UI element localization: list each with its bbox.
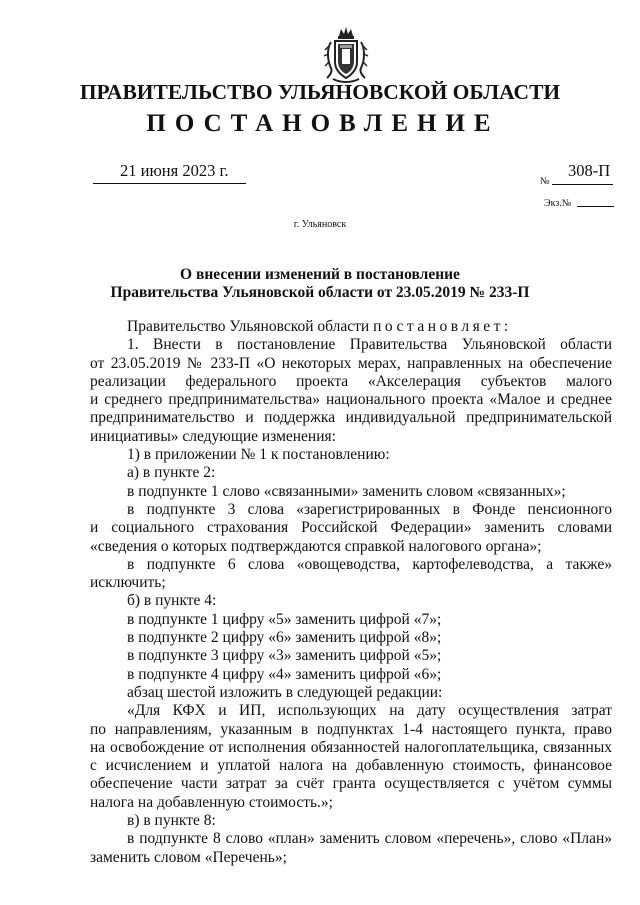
document-number: 308-П [568, 161, 611, 180]
body-line: предпринимательство и поддержка индивидуальной предпринимательской [90, 409, 612, 427]
coat-of-arms-icon [323, 26, 369, 84]
body-line: б) в пункте 4: [127, 592, 217, 610]
body-line: в) в пункте 8: [127, 812, 216, 830]
organization-name: ПРАВИТЕЛЬСТВО УЛЬЯНОВСКОЙ ОБЛАСТИ [79, 80, 561, 104]
body-line: обеспечение части затрат за счёт гранта осуществляется с учётом суммы [90, 775, 612, 793]
document-heading [0, 266, 640, 302]
body-line: в подпункте 8 слово «план» заменить словом «перечень», слово «План» [127, 830, 612, 848]
body-line: в подпункте 1 цифру «5» заменить цифрой «7»; [127, 610, 442, 628]
document-date: 21 июня 2023 г. [120, 161, 229, 180]
intro-text: Правительство Ульяновской области [127, 318, 374, 335]
body-line: и социального страхования Российской Федерации» заменить словами [90, 519, 612, 537]
date-underline [93, 183, 246, 184]
body-line: и среднего предпринимательства» национального проекта «Малое и среднее [90, 391, 612, 409]
intro-paragraph [90, 318, 612, 336]
body-line: в подпункте 2 цифру «6» заменить цифрой «8»; [127, 629, 442, 647]
body-line: а) в пункте 2: [127, 464, 216, 482]
body-line: по направлениям, указанным в подпунктах 1-4 настоящего пункта, право [90, 720, 612, 738]
copy-label: Экз.№ [544, 198, 572, 209]
body-line: исключить; [90, 574, 166, 592]
copy-underline [577, 206, 614, 207]
body-line: реализации федерального проекта «Акселерация субъектов малого [90, 372, 612, 390]
body-line: налога на добавленную стоимость.»; [90, 793, 333, 811]
body-line: в подпункте 1 слово «связанными» заменить словом «связанных»; [127, 482, 566, 500]
body-line: в подпункте 6 слова «овощеводства, картофелеводства, а также» [127, 555, 612, 573]
heading-line: О внесении изменений в постановление [180, 266, 460, 283]
document-body [90, 318, 612, 867]
city: г. Ульяновск [293, 219, 347, 230]
body-line: на освобождение от исполнения обязанностей налогоплательщика, связанных [90, 738, 612, 756]
heading-line: Правительства Ульяновской области от 23.05.2019 № 233-П [110, 284, 530, 301]
number-underline [552, 184, 613, 185]
body-line: с исчислением и уплатой налога на добавленную стоимость, финансовое [90, 757, 612, 775]
body-line: 1. Внести в постановление Правительства Ульяновской области [127, 336, 612, 354]
body-line: от 23.05.2019 № 233-П «О некоторых мерах, направленных на обеспечение [90, 354, 612, 372]
body-line: в подпункте 3 слова «зарегистрированных в Фонде пенсионного [127, 500, 612, 518]
body-line: 1) в приложении № 1 к постановлению: [127, 446, 390, 464]
body-line: инициативы» следующие изменения: [90, 427, 336, 445]
body-line: заменить словом «Перечень»; [90, 848, 287, 866]
intro-verb: постановляет: [373, 318, 512, 335]
body-line: в подпункте 3 цифру «3» заменить цифрой «5»; [127, 647, 442, 665]
number-label: № [540, 176, 550, 187]
body-line: абзац шестой изложить в следующей редакции: [127, 683, 443, 701]
body-line: «сведения о которых подтверждаются справкой налогового органа»; [90, 537, 542, 555]
document-type: ПОСТАНОВЛЕНИЕ [146, 110, 500, 137]
body-line: «Для КФХ и ИП, использующих на дату осуществления затрат [127, 702, 612, 720]
body-line: в подпункте 4 цифру «4» заменить цифрой «6»; [127, 665, 442, 683]
